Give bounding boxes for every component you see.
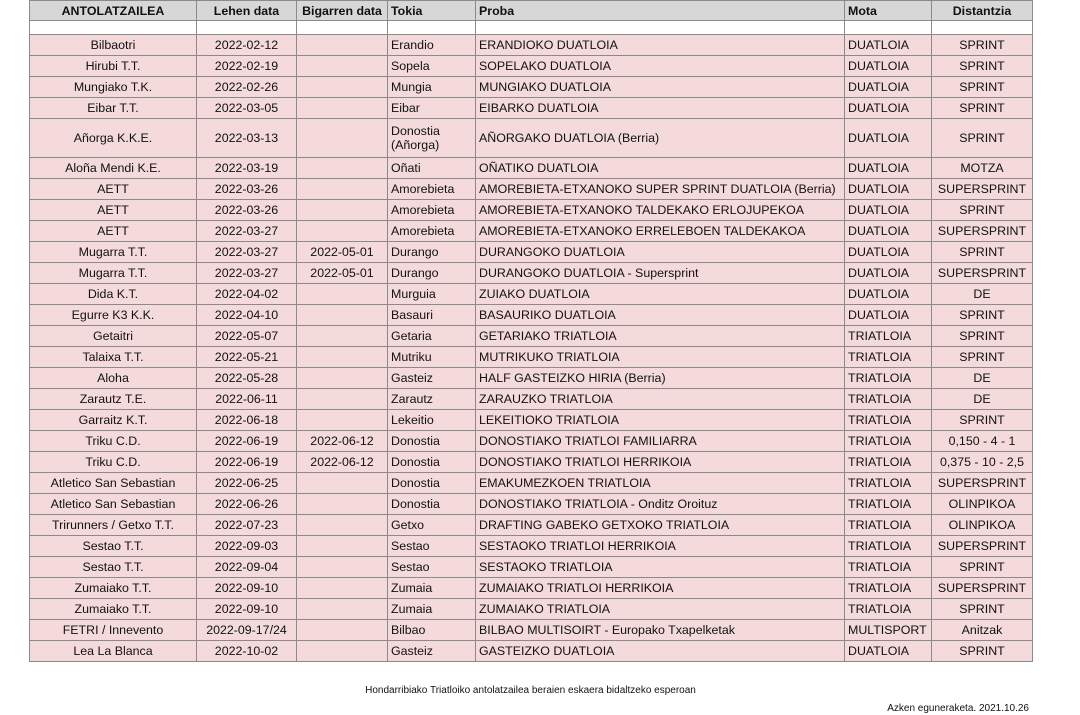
cell-first-date: 2022-03-27 — [197, 221, 297, 242]
table-row — [30, 641, 1033, 662]
cell-first-date: 2022-03-27 — [197, 263, 297, 284]
cell-type: DUATLOIA — [845, 641, 932, 662]
cell-distance: SPRINT — [932, 641, 1033, 662]
cell-second-date — [297, 410, 388, 431]
cell-type: TRIATLOIA — [845, 599, 932, 620]
cell-location: Zumaia — [388, 599, 476, 620]
table-row — [30, 515, 1033, 536]
cell-event: MUTRIKUKO TRIATLOIA — [476, 347, 845, 368]
cell-organizer: Lea La Blanca — [30, 641, 197, 662]
header-row — [30, 1, 1033, 21]
cell-event: HALF GASTEIZKO HIRIA (Berria) — [476, 368, 845, 389]
table-row — [30, 536, 1033, 557]
cell-location: Murguia — [388, 284, 476, 305]
cell-distance: Anitzak — [932, 620, 1033, 641]
cell-location: Lekeitio — [388, 410, 476, 431]
cell-second-date: 2022-06-12 — [297, 452, 388, 473]
cell-distance: SUPERSPRINT — [932, 221, 1033, 242]
cell-second-date — [297, 515, 388, 536]
cell-event: EMAKUMEZKOEN TRIATLOIA — [476, 473, 845, 494]
cell-location: Getaria — [388, 326, 476, 347]
cell-location: Sopela — [388, 56, 476, 77]
cell-event: AMOREBIETA-ETXANOKO TALDEKAKO ERLOJUPEKOA — [476, 200, 845, 221]
cell-location: Amorebieta — [388, 221, 476, 242]
cell-second-date — [297, 578, 388, 599]
table-row — [30, 263, 1033, 284]
header-event: Proba — [476, 1, 845, 21]
cell-distance: SPRINT — [932, 56, 1033, 77]
cell-distance: DE — [932, 389, 1033, 410]
cell-distance: SPRINT — [932, 347, 1033, 368]
table-row — [30, 410, 1033, 431]
cell-organizer: Zumaiako T.T. — [30, 599, 197, 620]
cell-type: TRIATLOIA — [845, 578, 932, 599]
table-row — [30, 389, 1033, 410]
cell-first-date: 2022-06-19 — [197, 452, 297, 473]
cell-second-date — [297, 158, 388, 179]
header-second-date: Bigarren data — [297, 1, 388, 21]
cell-organizer: Trirunners / Getxo T.T. — [30, 515, 197, 536]
cell-second-date — [297, 305, 388, 326]
cell-location: Erandio — [388, 35, 476, 56]
header-type: Mota — [845, 1, 932, 21]
cell-first-date: 2022-09-10 — [197, 578, 297, 599]
cell-type: DUATLOIA — [845, 179, 932, 200]
cell-organizer: Hirubi T.T. — [30, 56, 197, 77]
cell-event: DURANGOKO DUATLOIA - Supersprint — [476, 263, 845, 284]
cell-first-date: 2022-03-05 — [197, 98, 297, 119]
header-location: Tokia — [388, 1, 476, 21]
cell-organizer: Eibar T.T. — [30, 98, 197, 119]
table-row — [30, 284, 1033, 305]
cell-organizer: Añorga K.K.E. — [30, 119, 197, 158]
cell-organizer: Dida K.T. — [30, 284, 197, 305]
cell-event: AÑORGAKO DUATLOIA (Berria) — [476, 119, 845, 158]
table-row — [30, 368, 1033, 389]
table-row — [30, 347, 1033, 368]
cell-first-date: 2022-03-26 — [197, 200, 297, 221]
cell-type: TRIATLOIA — [845, 473, 932, 494]
cell-first-date: 2022-06-11 — [197, 389, 297, 410]
cell-distance: SUPERSPRINT — [932, 263, 1033, 284]
cell-second-date — [297, 119, 388, 158]
cell-first-date: 2022-05-28 — [197, 368, 297, 389]
cell-first-date: 2022-02-19 — [197, 56, 297, 77]
table-row — [30, 326, 1033, 347]
cell-event: ERANDIOKO DUATLOIA — [476, 35, 845, 56]
cell-type: TRIATLOIA — [845, 515, 932, 536]
cell-distance: DE — [932, 284, 1033, 305]
cell-first-date: 2022-05-21 — [197, 347, 297, 368]
cell-type: DUATLOIA — [845, 119, 932, 158]
cell-first-date: 2022-03-13 — [197, 119, 297, 158]
cell-type: TRIATLOIA — [845, 494, 932, 515]
cell-event: DONOSTIAKO TRIATLOI HERRIKOIA — [476, 452, 845, 473]
table-row — [30, 557, 1033, 578]
cell-location: Getxo — [388, 515, 476, 536]
cell-second-date — [297, 56, 388, 77]
cell-second-date — [297, 641, 388, 662]
cell-first-date: 2022-07-23 — [197, 515, 297, 536]
table-row — [30, 431, 1033, 452]
table-row — [30, 119, 1033, 158]
cell-second-date — [297, 284, 388, 305]
cell-organizer: Zarautz T.E. — [30, 389, 197, 410]
cell-first-date: 2022-10-02 — [197, 641, 297, 662]
cell-type: TRIATLOIA — [845, 452, 932, 473]
cell-type: DUATLOIA — [845, 200, 932, 221]
cell-type: MULTISPORT — [845, 620, 932, 641]
cell-type: TRIATLOIA — [845, 557, 932, 578]
cell-location: Zumaia — [388, 578, 476, 599]
cell-second-date — [297, 326, 388, 347]
cell-distance: SPRINT — [932, 410, 1033, 431]
table-row — [30, 578, 1033, 599]
cell-event: ZUMAIAKO TRIATLOIA — [476, 599, 845, 620]
cell-first-date: 2022-04-02 — [197, 284, 297, 305]
cell-distance: SPRINT — [932, 599, 1033, 620]
cell-type: DUATLOIA — [845, 242, 932, 263]
table-row — [30, 158, 1033, 179]
cell-organizer: Atletico San Sebastian — [30, 473, 197, 494]
cell-distance: SPRINT — [932, 305, 1033, 326]
cell-distance: SPRINT — [932, 200, 1033, 221]
table-row — [30, 452, 1033, 473]
cell-location: Mungia — [388, 77, 476, 98]
cell-distance: 0,375 - 10 - 2,5 — [932, 452, 1033, 473]
cell-organizer: Aloña Mendi K.E. — [30, 158, 197, 179]
cell-distance: SPRINT — [932, 242, 1033, 263]
cell-second-date — [297, 620, 388, 641]
cell-event: DONOSTIAKO TRIATLOI FAMILIARRA — [476, 431, 845, 452]
cell-organizer: Mungiako T.K. — [30, 77, 197, 98]
cell-location: Mutriku — [388, 347, 476, 368]
cell-second-date — [297, 179, 388, 200]
cell-event: LEKEITIOKO TRIATLOIA — [476, 410, 845, 431]
cell-type: TRIATLOIA — [845, 389, 932, 410]
table-body — [30, 35, 1033, 675]
cell-distance: DE — [932, 368, 1033, 389]
cell-event: DURANGOKO DUATLOIA — [476, 242, 845, 263]
cell-first-date: 2022-06-25 — [197, 473, 297, 494]
cell-event: MUNGIAKO DUATLOIA — [476, 77, 845, 98]
cell-first-date: 2022-09-17/24 — [197, 620, 297, 641]
cell-first-date: 2022-09-03 — [197, 536, 297, 557]
cell-distance: SPRINT — [932, 326, 1033, 347]
cell-event: BILBAO MULTISOIRT - Europako Txapelketak — [476, 620, 845, 641]
cell-type: DUATLOIA — [845, 221, 932, 242]
cell-distance: SUPERSPRINT — [932, 473, 1033, 494]
cell-event: SOPELAKO DUATLOIA — [476, 56, 845, 77]
cell-type: DUATLOIA — [845, 56, 932, 77]
cell-location: Donostia — [388, 473, 476, 494]
header-distance: Distantzia — [932, 1, 1033, 21]
cell-first-date: 2022-04-10 — [197, 305, 297, 326]
table-row — [30, 494, 1033, 515]
cell-distance: SUPERSPRINT — [932, 536, 1033, 557]
cell-location: Donostia (Añorga) — [388, 119, 476, 158]
cell-organizer: AETT — [30, 221, 197, 242]
cell-type: DUATLOIA — [845, 77, 932, 98]
cell-location: Eibar — [388, 98, 476, 119]
calendar-table — [29, 0, 1033, 674]
table-row — [30, 620, 1033, 641]
cell-location: Durango — [388, 242, 476, 263]
cell-event: BASAURIKO DUATLOIA — [476, 305, 845, 326]
cell-type: TRIATLOIA — [845, 326, 932, 347]
cell-organizer: AETT — [30, 179, 197, 200]
cell-organizer: Sestao T.T. — [30, 557, 197, 578]
cell-location: Basauri — [388, 305, 476, 326]
cell-event: AMOREBIETA-ETXANOKO ERRELEBOEN TALDEKAKOA — [476, 221, 845, 242]
cell-first-date: 2022-06-19 — [197, 431, 297, 452]
cell-distance: SPRINT — [932, 98, 1033, 119]
cell-first-date: 2022-03-26 — [197, 179, 297, 200]
cell-distance: 0,150 - 4 - 1 — [932, 431, 1033, 452]
cell-first-date: 2022-03-19 — [197, 158, 297, 179]
cell-first-date: 2022-09-04 — [197, 557, 297, 578]
cell-location: Sestao — [388, 536, 476, 557]
cell-organizer: Talaixa T.T. — [30, 347, 197, 368]
cell-organizer: Zumaiako T.T. — [30, 578, 197, 599]
cell-event: SESTAOKO TRIATLOI HERRIKOIA — [476, 536, 845, 557]
cell-event: DRAFTING GABEKO GETXOKO TRIATLOIA — [476, 515, 845, 536]
cell-second-date — [297, 77, 388, 98]
last-update: Azken eguneraketa. 2021.10.26 — [887, 703, 1029, 714]
cell-organizer: Mugarra T.T. — [30, 242, 197, 263]
cell-organizer: Sestao T.T. — [30, 536, 197, 557]
table-row — [30, 179, 1033, 200]
table-row — [30, 242, 1033, 263]
table-row — [30, 305, 1033, 326]
table-row — [30, 77, 1033, 98]
cell-first-date: 2022-02-26 — [197, 77, 297, 98]
cell-second-date — [297, 98, 388, 119]
cell-event: ZUIAKO DUATLOIA — [476, 284, 845, 305]
cell-second-date: 2022-05-01 — [297, 242, 388, 263]
cell-event: DONOSTIAKO TRIATLOIA - Onditz Oroituz — [476, 494, 845, 515]
cell-distance: SUPERSPRINT — [932, 179, 1033, 200]
cell-organizer: Bilbaotri — [30, 35, 197, 56]
cell-second-date — [297, 473, 388, 494]
cell-organizer: Atletico San Sebastian — [30, 494, 197, 515]
cell-event: OÑATIKO DUATLOIA — [476, 158, 845, 179]
cell-location: Donostia — [388, 494, 476, 515]
cell-first-date: 2022-02-12 — [197, 35, 297, 56]
cell-location: Donostia — [388, 431, 476, 452]
cell-event: GETARIAKO TRIATLOIA — [476, 326, 845, 347]
table-row — [30, 35, 1033, 56]
cell-second-date — [297, 389, 388, 410]
cell-type: TRIATLOIA — [845, 410, 932, 431]
calendar-sheet — [29, 0, 1032, 674]
cell-second-date: 2022-05-01 — [297, 263, 388, 284]
table-row — [30, 221, 1033, 242]
cell-location: Durango — [388, 263, 476, 284]
table-row — [30, 599, 1033, 620]
cell-first-date: 2022-05-07 — [197, 326, 297, 347]
cell-second-date — [297, 200, 388, 221]
footer-note: Hondarribiako Triatloiko antolatzailea beraien eskaera bidaltzeko esperoan — [365, 685, 696, 696]
cell-event: GASTEIZKO DUATLOIA — [476, 641, 845, 662]
blank-row — [30, 21, 1033, 35]
cell-organizer: AETT — [30, 200, 197, 221]
cell-type: DUATLOIA — [845, 35, 932, 56]
cell-type: TRIATLOIA — [845, 431, 932, 452]
table-row — [30, 56, 1033, 77]
cell-type: DUATLOIA — [845, 305, 932, 326]
cell-organizer: Egurre K3 K.K. — [30, 305, 197, 326]
cell-type: TRIATLOIA — [845, 347, 932, 368]
cell-event: ZARAUZKO TRIATLOIA — [476, 389, 845, 410]
cell-second-date: 2022-06-12 — [297, 431, 388, 452]
cell-distance: OLINPIKOA — [932, 515, 1033, 536]
cell-location: Donostia — [388, 452, 476, 473]
cell-type: DUATLOIA — [845, 284, 932, 305]
cell-location: Amorebieta — [388, 200, 476, 221]
cell-organizer: Aloha — [30, 368, 197, 389]
table-row — [30, 473, 1033, 494]
tail-row — [30, 662, 1033, 675]
cell-event: EIBARKO DUATLOIA — [476, 98, 845, 119]
cell-distance: SPRINT — [932, 119, 1033, 158]
cell-first-date: 2022-06-18 — [197, 410, 297, 431]
cell-distance: SPRINT — [932, 35, 1033, 56]
cell-organizer: Mugarra T.T. — [30, 263, 197, 284]
cell-organizer: Garraitz K.T. — [30, 410, 197, 431]
cell-type: TRIATLOIA — [845, 368, 932, 389]
cell-distance: SPRINT — [932, 77, 1033, 98]
cell-distance: SUPERSPRINT — [932, 578, 1033, 599]
cell-second-date — [297, 347, 388, 368]
cell-location: Gasteiz — [388, 368, 476, 389]
cell-first-date: 2022-06-26 — [197, 494, 297, 515]
header-first-date: Lehen data — [197, 1, 297, 21]
cell-second-date — [297, 599, 388, 620]
cell-event: AMOREBIETA-ETXANOKO SUPER SPRINT DUATLOIA (Berria) — [476, 179, 845, 200]
cell-organizer: Triku C.D. — [30, 452, 197, 473]
cell-type: DUATLOIA — [845, 158, 932, 179]
cell-location: Gasteiz — [388, 641, 476, 662]
cell-organizer: Triku C.D. — [30, 431, 197, 452]
cell-event: SESTAOKO TRIATLOIA — [476, 557, 845, 578]
cell-event: ZUMAIAKO TRIATLOI HERRIKOIA — [476, 578, 845, 599]
cell-location: Zarautz — [388, 389, 476, 410]
cell-second-date — [297, 494, 388, 515]
cell-location: Amorebieta — [388, 179, 476, 200]
cell-second-date — [297, 221, 388, 242]
cell-distance: MOTZA — [932, 158, 1033, 179]
cell-location: Sestao — [388, 557, 476, 578]
cell-second-date — [297, 557, 388, 578]
cell-type: DUATLOIA — [845, 263, 932, 284]
cell-type: DUATLOIA — [845, 98, 932, 119]
cell-organizer: FETRI / Innevento — [30, 620, 197, 641]
cell-second-date — [297, 536, 388, 557]
cell-first-date: 2022-03-27 — [197, 242, 297, 263]
cell-type: TRIATLOIA — [845, 536, 932, 557]
table-row — [30, 98, 1033, 119]
cell-second-date — [297, 35, 388, 56]
cell-distance: SPRINT — [932, 557, 1033, 578]
cell-location: Bilbao — [388, 620, 476, 641]
cell-distance: OLINPIKOA — [932, 494, 1033, 515]
cell-organizer: Getaitri — [30, 326, 197, 347]
table-row — [30, 200, 1033, 221]
header-organizer: ANTOLATZAILEA — [30, 1, 197, 21]
cell-first-date: 2022-09-10 — [197, 599, 297, 620]
cell-second-date — [297, 368, 388, 389]
cell-location: Oñati — [388, 158, 476, 179]
